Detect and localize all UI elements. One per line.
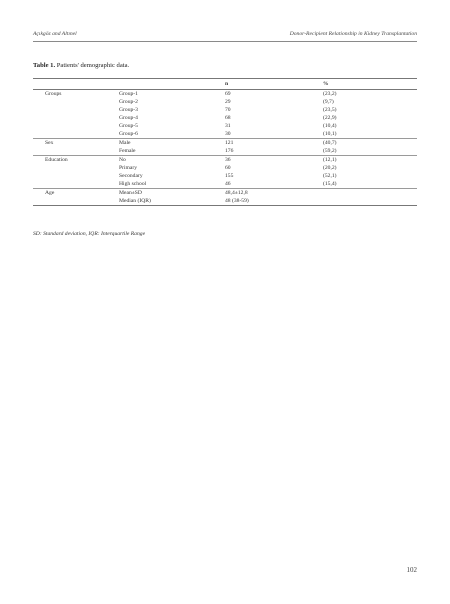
- table-row: [33, 139, 417, 148]
- header-authors: Açıkgöz and Altınel: [33, 31, 77, 37]
- table-row: [33, 130, 417, 139]
- row-group: Education: [45, 157, 68, 163]
- row-n: 121: [225, 140, 234, 146]
- table-row: [33, 122, 417, 130]
- table-row: [33, 189, 417, 198]
- table-row: [33, 114, 417, 122]
- table-row: [33, 98, 417, 106]
- row-n: 155: [225, 173, 234, 179]
- table-row: [33, 106, 417, 114]
- row-n: 60: [225, 165, 231, 171]
- row-n: 48 (38-59): [225, 197, 323, 206]
- row-subgroup: Group-5: [119, 123, 138, 129]
- row-percent: (10,1): [323, 130, 417, 139]
- row-subgroup: Group-1: [119, 91, 138, 97]
- row-n: 176: [225, 147, 323, 156]
- row-percent: (52,1): [323, 173, 337, 179]
- table-caption: [33, 62, 129, 69]
- row-percent: (20,2): [323, 165, 337, 171]
- row-group: [33, 180, 119, 189]
- column-header: [33, 79, 119, 90]
- row-group: [33, 106, 119, 114]
- row-percent: (15,4): [323, 180, 417, 189]
- row-group: [33, 114, 119, 122]
- demographic-table: [33, 78, 417, 206]
- row-percent: [323, 197, 417, 206]
- row-n: 36: [225, 157, 231, 163]
- row-subgroup: Mean±SD: [119, 190, 142, 196]
- row-n: 46: [225, 180, 323, 189]
- row-subgroup: Group-4: [119, 115, 138, 121]
- row-group: [33, 147, 119, 156]
- table-row: [33, 172, 417, 180]
- row-group: Sex: [45, 140, 54, 146]
- row-group: [33, 130, 119, 139]
- row-n: 29: [225, 99, 231, 105]
- table-row: [33, 147, 417, 156]
- row-subgroup: High school: [119, 180, 225, 189]
- header-rule: [33, 41, 417, 42]
- row-percent: (12,1): [323, 157, 337, 163]
- row-group: [33, 197, 119, 206]
- column-header-percent: %: [323, 81, 329, 87]
- table-row: [33, 197, 417, 206]
- header-title: Donor-Recipient Relationship in Kidney Transplantation: [289, 31, 417, 37]
- row-subgroup: Median (IQR): [119, 197, 225, 206]
- row-group: Age: [45, 190, 55, 196]
- table-caption-text: Patients' demographic data.: [55, 62, 130, 69]
- row-n: 68: [225, 115, 231, 121]
- row-subgroup: Group-3: [119, 107, 138, 113]
- row-group: [33, 164, 119, 172]
- row-group: Groups: [45, 91, 62, 97]
- table-header-row: [33, 79, 417, 90]
- row-n: 70: [225, 107, 231, 113]
- row-n: 69: [225, 91, 231, 97]
- row-n: 30: [225, 130, 323, 139]
- table-row: [33, 180, 417, 189]
- row-subgroup: Female: [119, 147, 225, 156]
- row-n: 31: [225, 123, 231, 129]
- row-percent: [323, 189, 417, 198]
- row-percent: (23,2): [323, 91, 337, 97]
- table-footnote: SD: Standard deviation, IQR: Interquartile Range: [33, 231, 146, 237]
- table-row: [33, 90, 417, 99]
- row-subgroup: Primary: [119, 165, 138, 171]
- row-subgroup: Secondary: [119, 173, 143, 179]
- table-caption-label: Table 1.: [33, 62, 56, 69]
- row-percent: (40,7): [323, 140, 337, 146]
- row-percent: (23,5): [323, 107, 337, 113]
- page-number: 102: [406, 566, 417, 574]
- row-percent: (9,7): [323, 99, 334, 105]
- row-group: [33, 98, 119, 106]
- table-row: [33, 164, 417, 172]
- row-subgroup: Group-6: [119, 130, 225, 139]
- column-header-n: n: [225, 81, 229, 87]
- row-percent: (22,9): [323, 115, 337, 121]
- row-percent: (10,4): [323, 123, 337, 129]
- row-n: 48,4±12,8: [225, 190, 248, 196]
- row-group: [33, 172, 119, 180]
- column-header: [119, 79, 225, 90]
- running-header: [33, 31, 417, 37]
- row-subgroup: Group-2: [119, 99, 138, 105]
- row-subgroup: Male: [119, 140, 131, 146]
- row-group: [33, 122, 119, 130]
- table-row: [33, 156, 417, 165]
- row-subgroup: No: [119, 157, 126, 163]
- row-percent: (59,2): [323, 147, 417, 156]
